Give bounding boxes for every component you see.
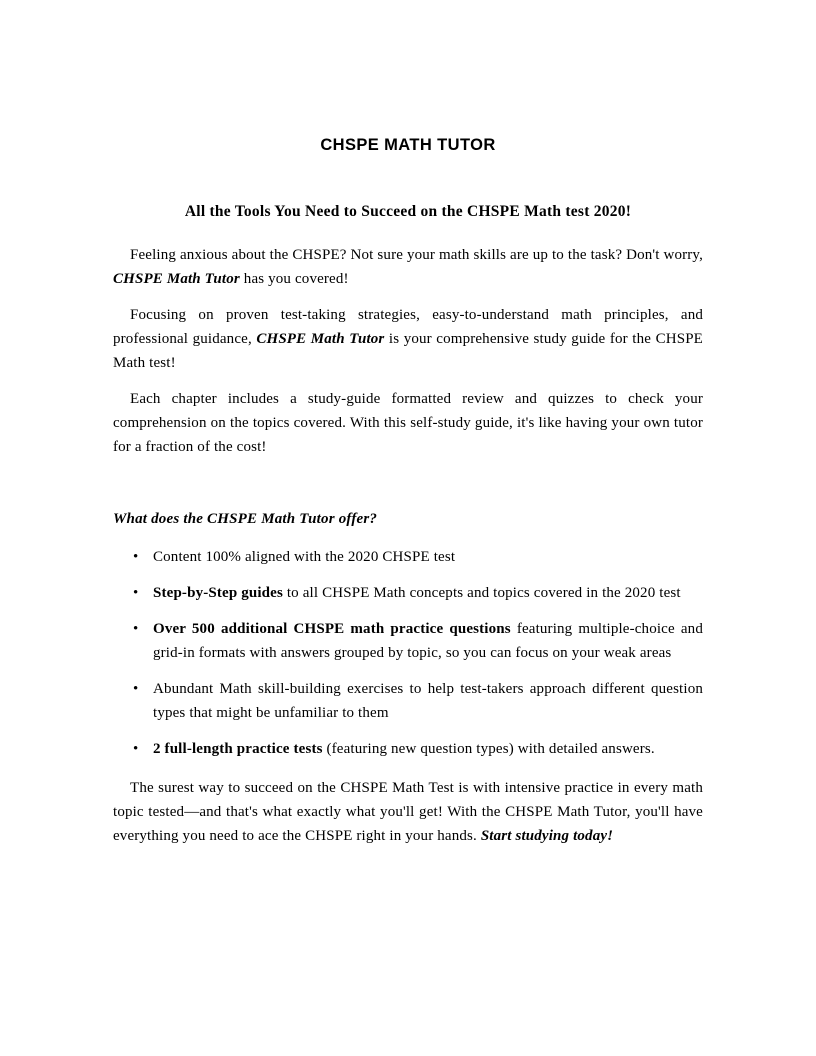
list-item-text: [153, 681, 703, 721]
paragraph-closing: [113, 761, 703, 848]
list-item: [113, 617, 703, 665]
list-item: [113, 545, 703, 569]
bold-run: Over 500 additional CHSPE math practice questions: [153, 621, 511, 637]
paragraph-chapters: [113, 375, 703, 459]
text-run: Abundant Math skill-building exercises to help test-takers approach different question types that might be unfamiliar to them: [153, 681, 703, 721]
list-item: [113, 737, 703, 761]
list-item: [113, 581, 703, 605]
bullet-marker-icon: •: [133, 681, 139, 697]
text-run: to all CHSPE Math concepts and topics covered in the 2020 test: [282, 585, 681, 601]
paragraph-focus: [113, 291, 703, 375]
document-content: [113, 0, 703, 848]
text-run: (featuring new question types) with detailed answers.: [322, 741, 655, 757]
list-item-text: [153, 549, 455, 565]
text-run: is your comprehensive study guide for the CHSPE Math test!: [113, 331, 703, 371]
text-run: The surest way to succeed on the CHSPE Math Test is with intensive practice in every math topic tested—and that's what exactly what you'll get! With the CHSPE Math Tutor, you'll have everything you need to ace the CHSPE right in your hands.: [113, 780, 703, 844]
section-heading-offer: What does the CHSPE Math Tutor offer?: [113, 511, 378, 527]
bullet-marker-icon: •: [133, 741, 139, 757]
text-run: featuring multiple-choice and grid-in formats with answers grouped by topic, so you can focus on your weak areas: [153, 621, 703, 661]
list-item: [113, 677, 703, 725]
feature-bullet-list: [113, 530, 703, 761]
bullet-marker-icon: •: [133, 621, 139, 637]
bold-italic-run: CHSPE Math Tutor: [256, 331, 385, 347]
text-run: has you covered!: [239, 271, 349, 287]
list-item-text: [153, 585, 681, 601]
bold-run: 2 full-length practice tests: [153, 741, 323, 757]
list-item-text: [153, 621, 703, 661]
bold-italic-run: CHSPE Math Tutor: [113, 271, 240, 287]
text-run: Content 100% aligned with the 2020 CHSPE test: [153, 549, 456, 565]
list-item-text: [153, 741, 655, 757]
bullet-marker-icon: •: [133, 585, 139, 601]
bold-run: Step-by-Step guides: [153, 585, 283, 601]
text-run: Feeling anxious about the CHSPE? Not sure your math skills are up to the task? Don't worry,: [130, 247, 703, 263]
bold-italic-run: Start studying today!: [480, 828, 614, 844]
paragraph-intro: [113, 222, 703, 291]
text-run: Each chapter includes a study-guide formatted review and quizzes to check your comprehension on the topics covered. With this self-study guide, it's like having your own tutor for a fraction of the cost!: [113, 391, 703, 455]
text-run: Focusing on proven test-taking strategies, easy-to-understand math principles, and professional guidance,: [113, 307, 703, 347]
bullet-marker-icon: •: [133, 549, 139, 565]
page-title: CHSPE MATH TUTOR: [320, 136, 496, 154]
intro-paragraph-group: [113, 222, 703, 459]
document-subtitle: All the Tools You Need to Succeed on the CHSPE Math test 2020!: [184, 203, 632, 220]
